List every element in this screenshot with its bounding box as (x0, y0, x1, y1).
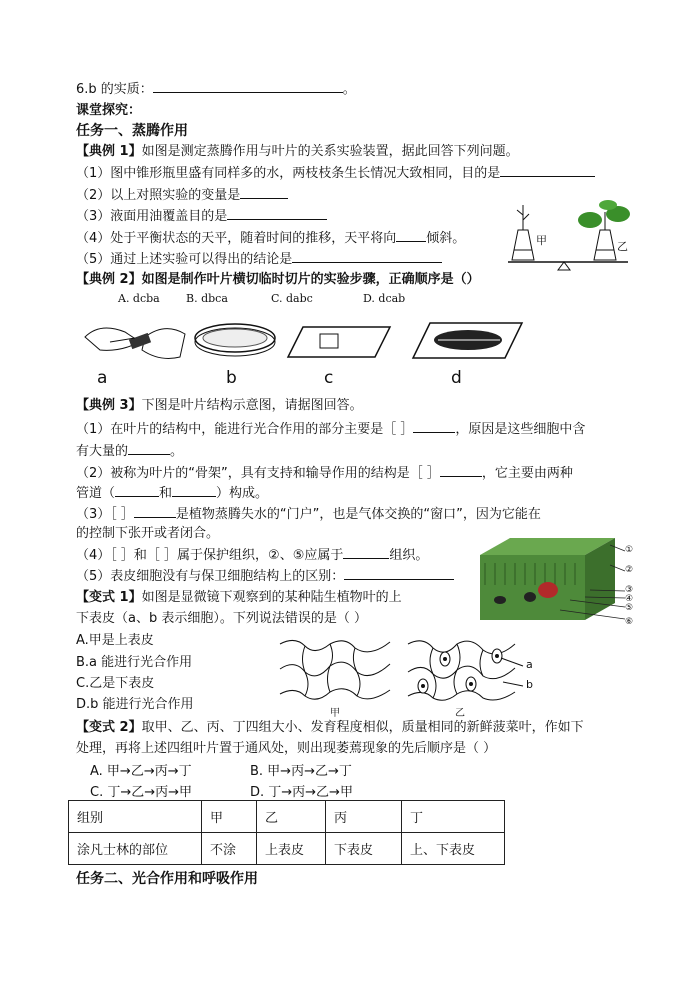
var2-question: 【变式 2】取甲、乙、丙、丁四组大小、发育程度相似，质量相同的新鲜菠菜叶，作如下 (76, 720, 584, 735)
caption-yi: 乙 (455, 708, 465, 719)
ex3-q1-cont: 有大量的 。 (76, 441, 183, 461)
table-cell: 上表皮 (257, 833, 326, 865)
var2-option-c[interactable]: C. 丁→乙→丙→甲 (90, 785, 193, 800)
q6-line: 6.b 的实质： 。 (76, 79, 356, 99)
table-cell: 上、下表皮 (402, 833, 505, 865)
var2-option-d[interactable]: D. 丁→丙→乙→甲 (250, 785, 353, 800)
ex3-q2: （2）被称为叶片的“骨架”，具有支持和输导作用的结构是［ ］ ，它主要由两种 (76, 463, 573, 483)
ex2-option-c[interactable]: C. dabc (271, 292, 313, 305)
upper-epidermis-figure (275, 634, 397, 704)
table-header-row (69, 801, 505, 833)
step-caption-d: d (451, 368, 462, 388)
ex1-q2: （2）以上对照实验的变量是 (76, 185, 288, 205)
ex3-q3: （3）［ ］ 是植物蒸腾失水的“门户”，也是气体交换的“窗口”，因为它能在 (76, 504, 541, 524)
var1-option-c[interactable]: C.乙是下表皮 (76, 676, 155, 691)
marker-6: ⑥ (625, 617, 634, 627)
table-cell: 下表皮 (326, 833, 402, 865)
answer-blank[interactable] (153, 79, 343, 93)
answer-blank[interactable] (396, 228, 426, 242)
ex2-option-d[interactable]: D. dcab (363, 292, 406, 305)
balance-experiment-figure (500, 200, 640, 272)
marker-3: ③ (625, 585, 634, 595)
var1-question-cont: 下表皮（a、b 表示细胞）。下列说法错误的是（ ） (76, 611, 367, 626)
answer-blank[interactable] (134, 504, 176, 518)
ex3-q4: （4）［ ］和［ ］属于保护组织，②、⑤应属于 组织。 (76, 545, 428, 565)
var1-question: 【变式 1】如图是显微镜下观察到的某种陆生植物叶的上 (76, 590, 402, 605)
label-yi: 乙 (617, 240, 628, 253)
step-caption-a: a (97, 368, 108, 388)
table-cell: 乙 (257, 801, 326, 833)
ex3-q5: （5）表皮细胞没有与保卫细胞结构上的区别： (76, 566, 454, 586)
section-title: 课堂探究： (76, 103, 142, 118)
var1-option-b[interactable]: B.a 能进行光合作用 (76, 655, 193, 670)
ex2-question: 【典例 2】如图是制作叶片横切临时切片的实验步骤，正确顺序是（） (76, 272, 480, 287)
caption-jia: 甲 (330, 708, 340, 719)
answer-blank[interactable] (115, 483, 159, 497)
ex1-q4: （4）处于平衡状态的天平，随着时间的推移，天平将向 倾斜。 (76, 228, 465, 248)
table-cell: 丙 (326, 801, 402, 833)
table-row (69, 833, 505, 865)
leaf-structure-figure (470, 535, 645, 630)
step-a-hands-figure (80, 312, 190, 370)
answer-blank[interactable] (292, 249, 442, 263)
ex1-q5: （5）通过上述实验可以得出的结论是 (76, 249, 442, 269)
step-caption-b: b (226, 368, 237, 388)
answer-blank[interactable] (343, 545, 389, 559)
label-jia: 甲 (536, 234, 547, 247)
step-c-slide-figure (285, 322, 395, 362)
ex3-intro: 【典例 3】下图是叶片结构示意图，请据图回答。 (76, 398, 363, 413)
ex1-intro: 【典例 1】如图是测定蒸腾作用与叶片的关系实验装置，据此回答下列问题。 (76, 144, 519, 159)
table-cell: 丁 (402, 801, 505, 833)
ex2-option-a[interactable]: A. dcba (118, 292, 160, 305)
ex1-q1: （1）图中锥形瓶里盛有同样多的水，两枝枝条生长情况大致相同，目的是 (76, 163, 595, 183)
marker-2: ② (625, 565, 634, 575)
lower-epidermis-figure (405, 634, 540, 704)
answer-blank[interactable] (440, 463, 482, 477)
step-d-leaf-figure (410, 320, 525, 362)
marker-4: ④ (625, 594, 634, 604)
var1-option-d[interactable]: D.b 能进行光合作用 (76, 697, 194, 712)
step-b-dish-figure (190, 318, 280, 363)
marker-5: ⑤ (625, 603, 634, 613)
answer-blank[interactable] (344, 566, 454, 580)
answer-blank[interactable] (128, 441, 170, 455)
treatment-table (68, 800, 505, 865)
answer-blank[interactable] (227, 206, 327, 220)
table-cell: 甲 (202, 801, 257, 833)
ex3-q2-cont: 管道（ 和 ）构成。 (76, 483, 268, 503)
step-caption-c: c (324, 368, 334, 388)
fig-label-a: a (526, 658, 533, 671)
ex1-q3: （3）液面用油覆盖目的是 (76, 206, 327, 226)
table-cell: 组别 (69, 801, 202, 833)
var2-question-cont: 处理，再将上述四组叶片置于通风处，则出现萎蔫现象的先后顺序是（ ） (76, 741, 497, 756)
answer-blank[interactable] (172, 483, 216, 497)
ex3-q3-cont: 的控制下张开或者闭合。 (76, 526, 220, 541)
var2-option-b[interactable]: B. 甲→丙→乙→丁 (250, 764, 352, 779)
table-cell: 涂凡士林的部位 (69, 833, 202, 865)
var2-option-a[interactable]: A. 甲→乙→丙→丁 (90, 764, 192, 779)
table-cell: 不涂 (202, 833, 257, 865)
task1-heading: 任务一、蒸腾作用 (76, 123, 188, 139)
task2-heading: 任务二、光合作用和呼吸作用 (76, 871, 258, 887)
answer-blank[interactable] (500, 163, 595, 177)
marker-1: ① (625, 545, 634, 555)
ex3-q1: （1）在叶片的结构中，能进行光合作用的部分主要是［ ］ ，原因是这些细胞中含 (76, 419, 585, 439)
answer-blank[interactable] (240, 185, 288, 199)
var1-option-a[interactable]: A.甲是上表皮 (76, 633, 154, 648)
answer-blank[interactable] (413, 419, 455, 433)
fig-label-b: b (526, 678, 533, 691)
ex2-option-b[interactable]: B. dbca (186, 292, 228, 305)
